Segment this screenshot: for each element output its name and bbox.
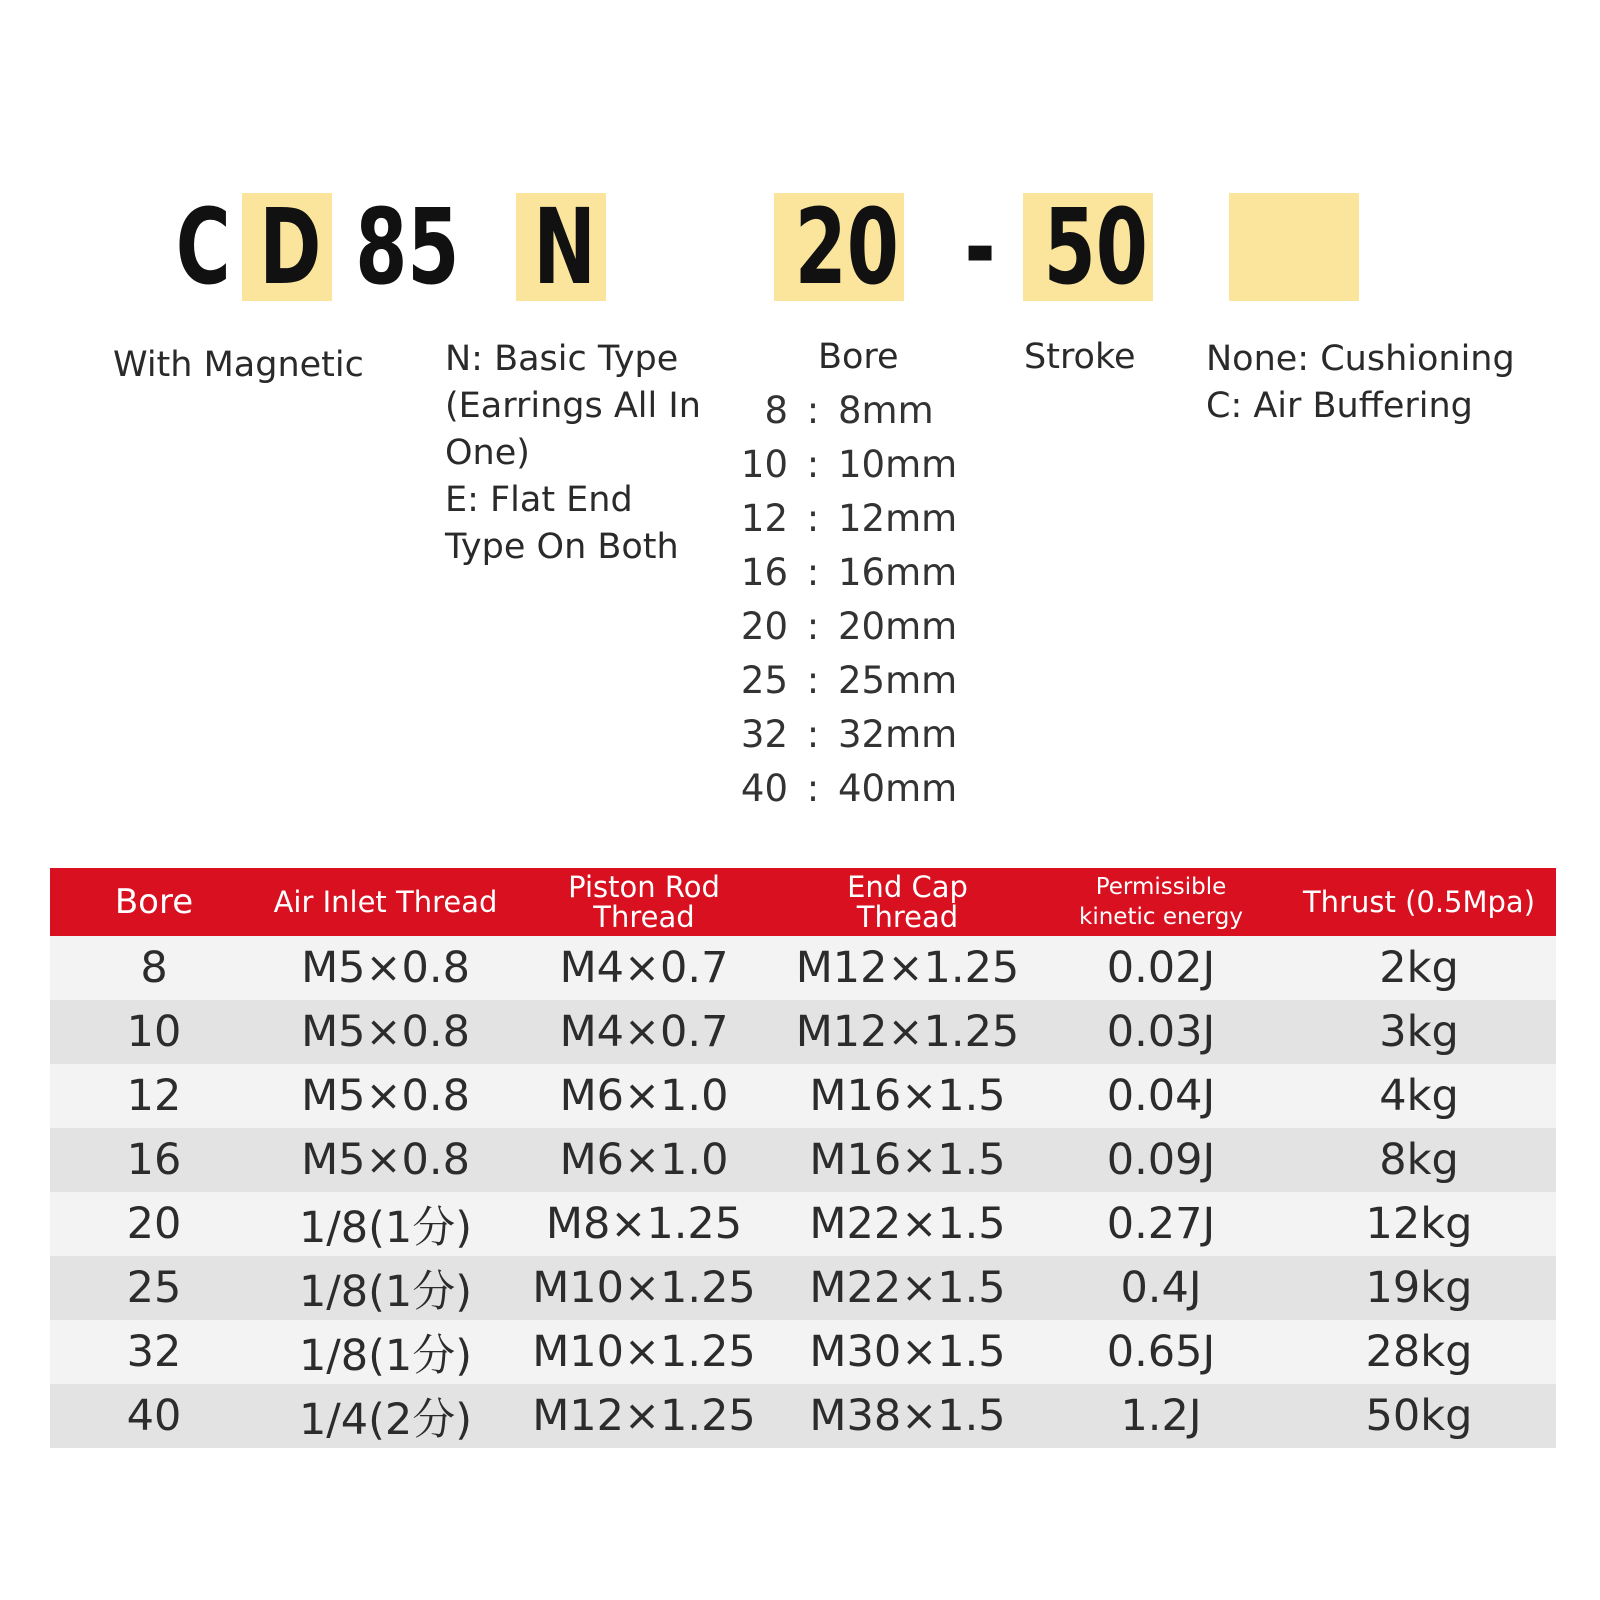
cell-piston-rod: M8×1.25: [513, 1192, 775, 1256]
cell-thrust: 19kg: [1282, 1256, 1556, 1320]
cell-piston-rod: M4×0.7: [513, 1000, 775, 1064]
bore-option-key: 12: [740, 497, 788, 540]
cell-air-inlet: 1/8(1分): [258, 1192, 513, 1256]
bore-option: [738, 708, 978, 762]
cell-air-inlet: M5×0.8: [258, 936, 513, 1000]
header-air-inlet: Air Inlet Thread: [258, 868, 513, 936]
cell-thrust: 12kg: [1282, 1192, 1556, 1256]
cell-thrust: 4kg: [1282, 1064, 1556, 1128]
cell-kinetic-energy: 1.2J: [1040, 1384, 1282, 1448]
bore-option-value: 40mm: [838, 767, 958, 810]
cell-bore: 20: [50, 1192, 258, 1256]
cell-end-cap: M16×1.5: [775, 1064, 1040, 1128]
cell-kinetic-energy: 0.04J: [1040, 1064, 1282, 1128]
cell-air-inlet: M5×0.8: [258, 1064, 513, 1128]
table-row: [50, 1320, 1556, 1384]
header-kinetic-energy: [1040, 868, 1282, 936]
code-char-dash: -: [964, 186, 996, 308]
bore-option-key: 10: [740, 443, 788, 486]
cell-end-cap: M38×1.5: [775, 1384, 1040, 1448]
cell-kinetic-energy: 0.03J: [1040, 1000, 1282, 1064]
header-piston-rod-line: Piston Rod: [568, 870, 720, 904]
bore-option-value: 8mm: [838, 389, 934, 432]
bore-option: [738, 384, 978, 438]
bore-option: [738, 546, 978, 600]
code-char-n: N: [533, 186, 596, 308]
cell-piston-rod: M10×1.25: [513, 1320, 775, 1384]
header-kinetic-energy-line: kinetic energy: [1079, 904, 1243, 930]
cell-end-cap: M30×1.5: [775, 1320, 1040, 1384]
bore-option-separator: :: [806, 497, 820, 540]
bore-option: [738, 438, 978, 492]
cell-bore: 40: [50, 1384, 258, 1448]
bore-option-value: 10mm: [838, 443, 958, 486]
cell-thrust: 50kg: [1282, 1384, 1556, 1448]
cell-air-inlet: M5×0.8: [258, 1000, 513, 1064]
cell-end-cap: M12×1.25: [775, 936, 1040, 1000]
type-description: [445, 336, 701, 571]
cell-end-cap: M22×1.5: [775, 1256, 1040, 1320]
cell-thrust: 28kg: [1282, 1320, 1556, 1384]
header-piston-rod-line: Thread: [593, 900, 695, 934]
cell-kinetic-energy: 0.4J: [1040, 1256, 1282, 1320]
cell-bore: 8: [50, 936, 258, 1000]
table-row: [50, 936, 1556, 1000]
magnetic-description: With Magnetic: [113, 345, 364, 385]
bore-option-separator: :: [806, 605, 820, 648]
cell-bore: 12: [50, 1064, 258, 1128]
type-description-line: N: Basic Type: [445, 339, 679, 379]
code-char-bore: 20: [794, 186, 899, 308]
cell-kinetic-energy: 0.02J: [1040, 936, 1282, 1000]
cell-kinetic-energy: 0.27J: [1040, 1192, 1282, 1256]
spec-table: [50, 868, 1556, 1448]
bore-option-separator: :: [806, 551, 820, 594]
table-row: [50, 1128, 1556, 1192]
bore-option: [738, 492, 978, 546]
cell-piston-rod: M6×1.0: [513, 1128, 775, 1192]
bore-option: [738, 600, 978, 654]
bore-option-separator: :: [806, 389, 820, 432]
cell-end-cap: M22×1.5: [775, 1192, 1040, 1256]
highlight-cushion: [1229, 193, 1359, 301]
bore-option-separator: :: [806, 713, 820, 756]
bore-option-key: 25: [740, 659, 788, 702]
header-piston-rod: [513, 868, 775, 936]
table-row: [50, 1256, 1556, 1320]
bore-option-separator: :: [806, 767, 820, 810]
type-description-line: E: Flat End: [445, 480, 633, 520]
bore-option-separator: :: [806, 659, 820, 702]
bore-title: Bore: [818, 337, 899, 377]
cell-bore: 10: [50, 1000, 258, 1064]
header-end-cap: [775, 868, 1040, 936]
table-row: [50, 1000, 1556, 1064]
cell-kinetic-energy: 0.65J: [1040, 1320, 1282, 1384]
bore-option-value: 32mm: [838, 713, 958, 756]
cell-end-cap: M12×1.25: [775, 1000, 1040, 1064]
cushion-description-line: None: Cushioning: [1206, 339, 1515, 379]
stroke-description: Stroke: [1024, 337, 1136, 377]
header-thrust: Thrust (0.5Mpa): [1282, 868, 1556, 936]
cell-air-inlet: 1/8(1分): [258, 1256, 513, 1320]
type-description-line: Type On Both: [445, 527, 679, 567]
cell-piston-rod: M12×1.25: [513, 1384, 775, 1448]
bore-option-key: 16: [740, 551, 788, 594]
bore-option-key: 32: [740, 713, 788, 756]
cell-thrust: 2kg: [1282, 936, 1556, 1000]
bore-option-key: 20: [740, 605, 788, 648]
cell-bore: 16: [50, 1128, 258, 1192]
cell-air-inlet: 1/8(1分): [258, 1320, 513, 1384]
header-bore: Bore: [50, 868, 258, 936]
cushion-description: [1206, 336, 1515, 430]
bore-option-list: [738, 384, 978, 816]
cell-bore: 25: [50, 1256, 258, 1320]
bore-option-value: 16mm: [838, 551, 958, 594]
bore-option-key: 40: [740, 767, 788, 810]
code-char-d: D: [259, 186, 322, 308]
header-end-cap-line: End Cap: [847, 870, 968, 904]
cell-bore: 32: [50, 1320, 258, 1384]
type-description-line: (Earrings All In: [445, 386, 701, 426]
cell-thrust: 3kg: [1282, 1000, 1556, 1064]
bore-option: [738, 762, 978, 816]
cell-piston-rod: M10×1.25: [513, 1256, 775, 1320]
cushion-description-line: C: Air Buffering: [1206, 386, 1473, 426]
type-description-line: One): [445, 433, 530, 473]
code-char-stroke: 50: [1043, 186, 1148, 308]
bore-option-value: 20mm: [838, 605, 958, 648]
table-row: [50, 1384, 1556, 1448]
header-kinetic-energy-line: Permissible: [1095, 874, 1227, 900]
bore-option: [738, 654, 978, 708]
cell-air-inlet: 1/4(2分): [258, 1384, 513, 1448]
table-row: [50, 1064, 1556, 1128]
table-header-row: [50, 868, 1556, 936]
table-row: [50, 1192, 1556, 1256]
code-char-85: 85: [355, 186, 460, 308]
cell-air-inlet: M5×0.8: [258, 1128, 513, 1192]
header-end-cap-line: Thread: [856, 900, 959, 934]
cell-kinetic-energy: 0.09J: [1040, 1128, 1282, 1192]
code-char-c: C: [175, 186, 231, 308]
cell-end-cap: M16×1.5: [775, 1128, 1040, 1192]
bore-option-value: 25mm: [838, 659, 958, 702]
cell-thrust: 8kg: [1282, 1128, 1556, 1192]
bore-option-value: 12mm: [838, 497, 958, 540]
bore-option-key: 8: [764, 389, 788, 432]
cell-piston-rod: M6×1.0: [513, 1064, 775, 1128]
cell-piston-rod: M4×0.7: [513, 936, 775, 1000]
bore-option-separator: :: [806, 443, 820, 486]
